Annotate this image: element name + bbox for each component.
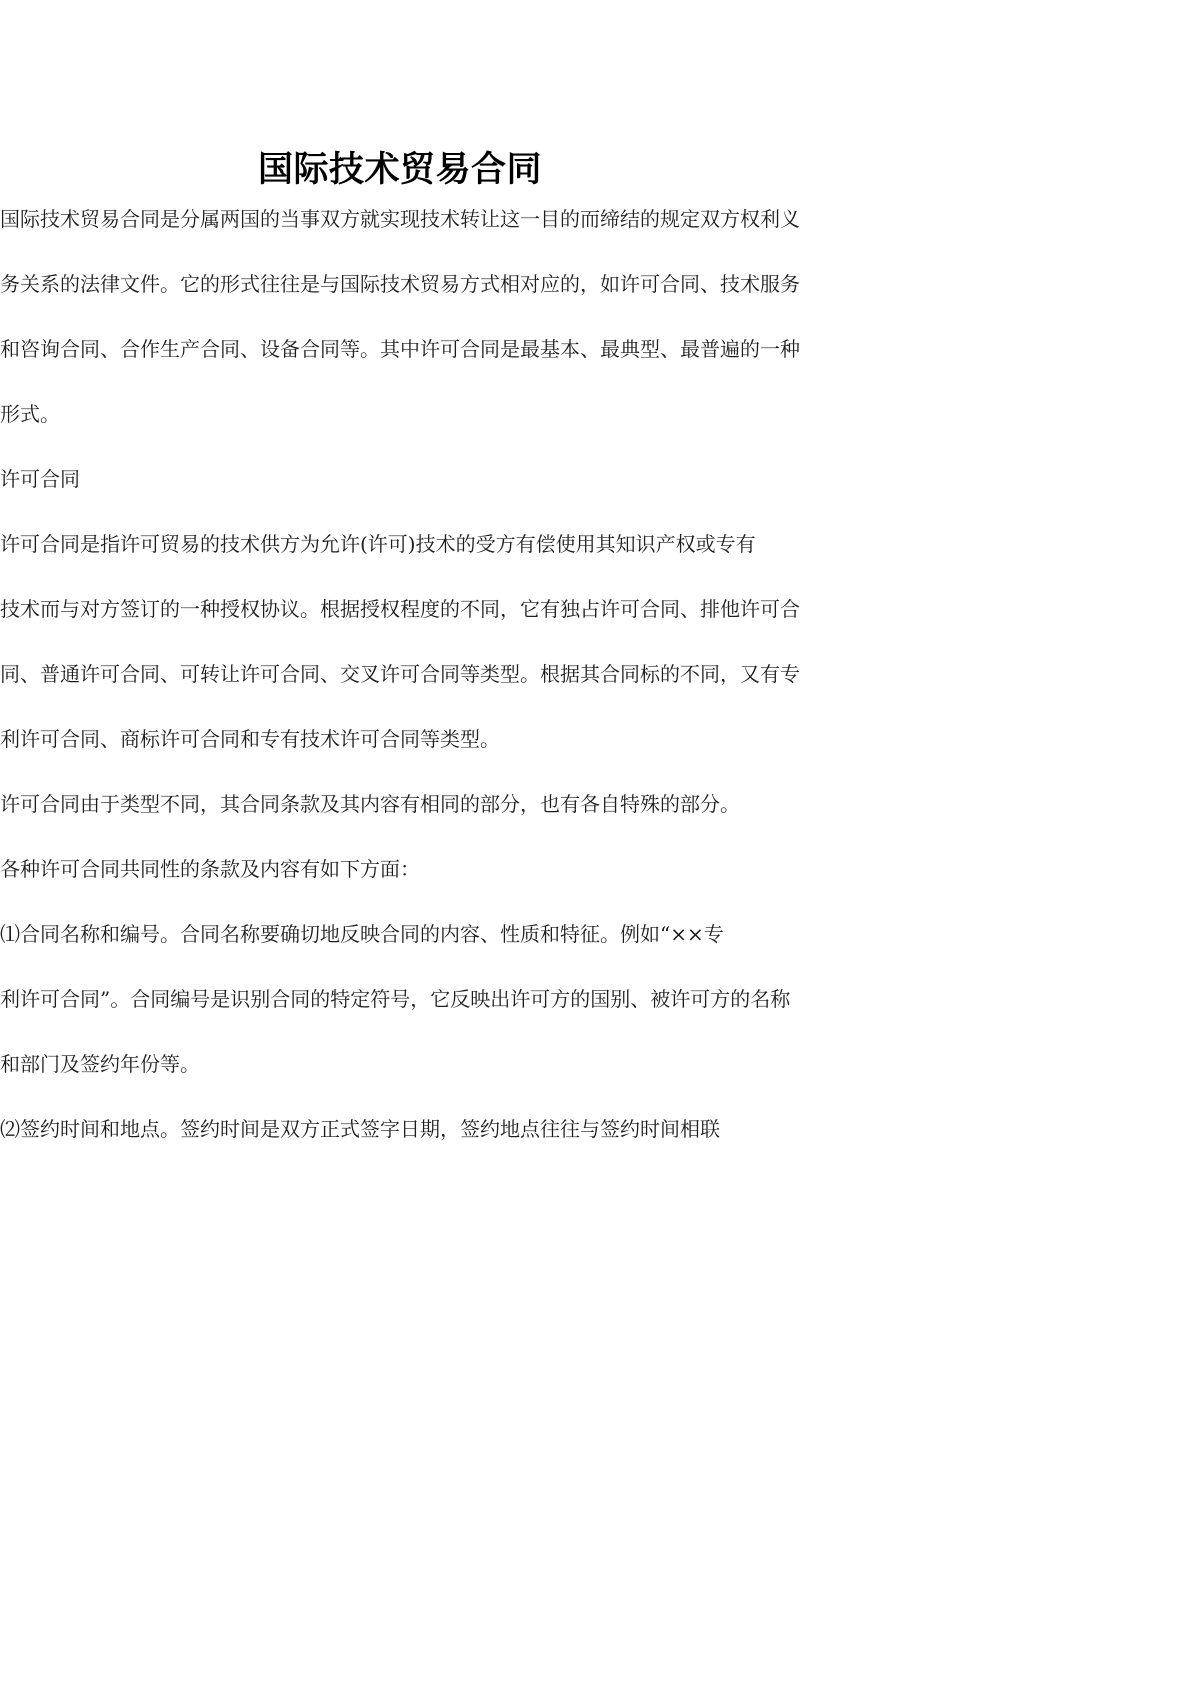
page-title: 国际技术贸易合同 [257,149,542,190]
document-body [0,204,800,1145]
paragraph: 各种许可合同共同性的条款及内容有如下方面： [0,857,420,881]
list-item-clause-2: ⑵签约时间和地点。签约时间是双方正式签字日期，签约地点往往与签约时间相联 [0,1117,720,1141]
paragraph: 国际技术贸易合同是分属两国的当事双方就实现技术转让这一目的而缔结的规定双方权利义 [0,207,800,231]
paragraph: 同、普通许可合同、可转让许可合同、交叉许可合同等类型。根据其合同标的不同，又有专 [0,662,800,686]
paragraph: 形式。 [0,402,60,426]
paragraph: 务关系的法律文件。它的形式往往是与国际技术贸易方式相对应的，如许可合同、技术服务 [0,272,800,296]
paragraph: 利许可合同、商标许可合同和专有技术许可合同等类型。 [0,727,500,751]
paragraph: 技术而与对方签订的一种授权协议。根据授权程度的不同，它有独占许可合同、排他许可合 [0,597,800,621]
list-item-clause-1: ⑴合同名称和编号。合同名称要确切地反映合同的内容、性质和特征。例如“××专 [0,922,724,946]
paragraph: 和部门及签约年份等。 [0,1052,200,1076]
paragraph: 许可合同是指许可贸易的技术供方为允许(许可)技术的受方有偿使用其知识产权或专有 [0,532,756,556]
paragraph: 许可合同由于类型不同，其合同条款及其内容有相同的部分，也有各自特殊的部分。 [0,792,740,816]
paragraph: 和咨询合同、合作生产合同、设备合同等。其中许可合同是最基本、最典型、最普遍的一种 [0,337,800,361]
paragraph: 利许可合同”。合同编号是识别合同的特定符号，它反映出许可方的国别、被许可方的名称 [0,987,791,1011]
section-heading-license-contract: 许可合同 [0,467,80,491]
